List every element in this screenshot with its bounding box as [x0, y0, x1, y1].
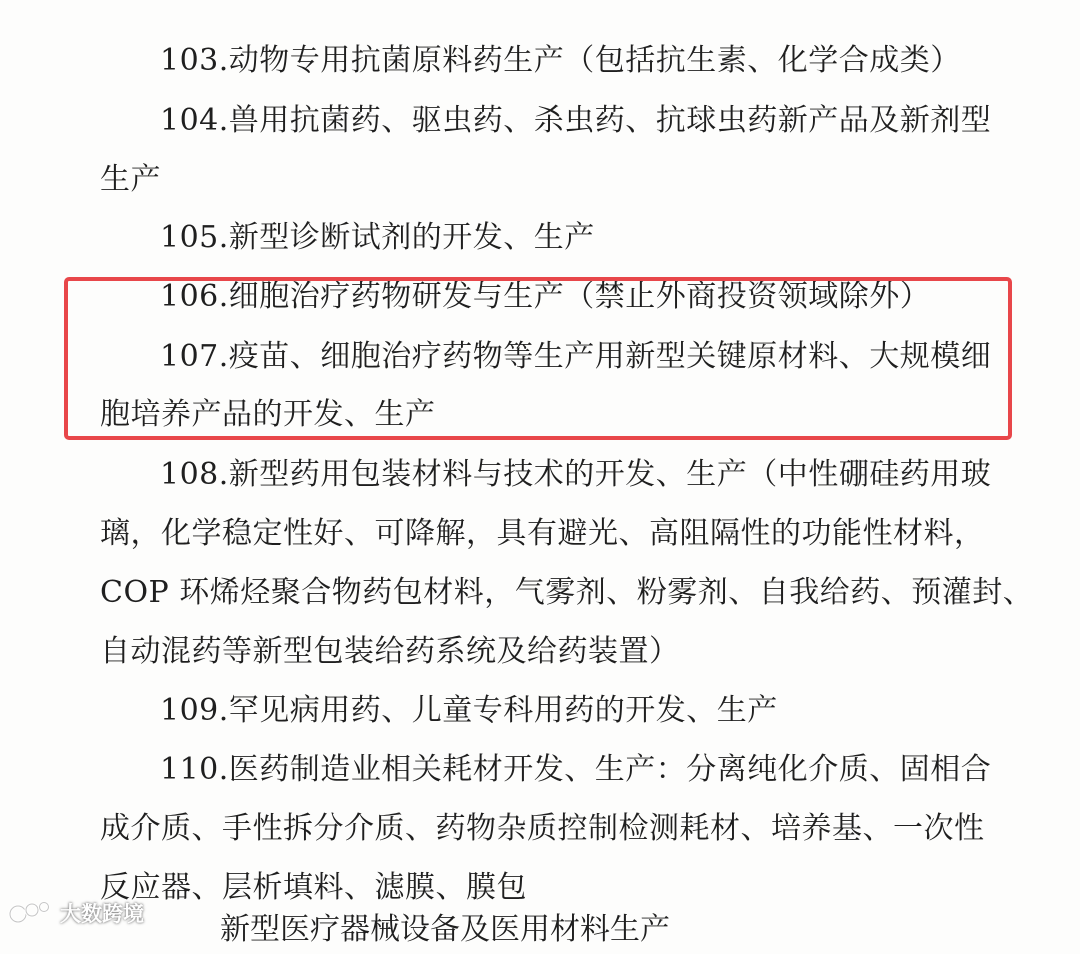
item-103-line-1: 103.动物专用抗菌原料药生产（包括抗生素、化学合成类）	[160, 43, 961, 78]
cutoff-line-text: 新型医疗器械设备及医用材料生产	[220, 912, 670, 947]
item-107-line-2: 胞培养产品的开发、生产	[100, 397, 436, 432]
highlight-box	[64, 277, 1012, 440]
item-107-line-1: 107.疫苗、细胞治疗药物等生产用新型关键原材料、大规模细	[160, 339, 992, 374]
dashuju-logo-icon	[8, 899, 54, 927]
item-110-line-1: 110.医药制造业相关耗材开发、生产：分离纯化介质、固相合	[160, 752, 992, 787]
watermark	[8, 896, 144, 930]
item-108-line-2: 璃，化学稳定性好、可降解，具有避光、高阻隔性的功能性材料，	[100, 516, 985, 551]
item-108-line-4: 自动混药等新型包装给药系统及给药装置）	[100, 634, 680, 669]
cutoff-next-line	[220, 912, 740, 947]
item-108-line-1: 108.新型药用包装材料与技术的开发、生产（中性硼硅药用玻	[160, 457, 992, 492]
item-105-line-1: 105.新型诊断试剂的开发、生产	[160, 220, 595, 255]
item-110-line-2: 成介质、手性拆分介质、药物杂质控制检测耗材、培养基、一次性	[100, 811, 985, 846]
watermark-text: 大数跨境	[60, 902, 144, 926]
item-110-line-3: 反应器、层析填料、滤膜、膜包	[100, 870, 527, 905]
item-106-line-1: 106.细胞治疗药物研发与生产（禁止外商投资领域除外）	[160, 279, 931, 314]
item-109-line-1: 109.罕见病用药、儿童专科用药的开发、生产	[160, 693, 778, 728]
item-104-line-2: 生产	[100, 162, 161, 197]
item-104-line-1: 104.兽用抗菌药、驱虫药、杀虫药、抗球虫药新产品及新剂型	[160, 103, 992, 138]
item-108-line-3: COP 环烯烃聚合物药包材料，气雾剂、粉雾剂、自我给药、预灌封、	[100, 575, 1034, 610]
